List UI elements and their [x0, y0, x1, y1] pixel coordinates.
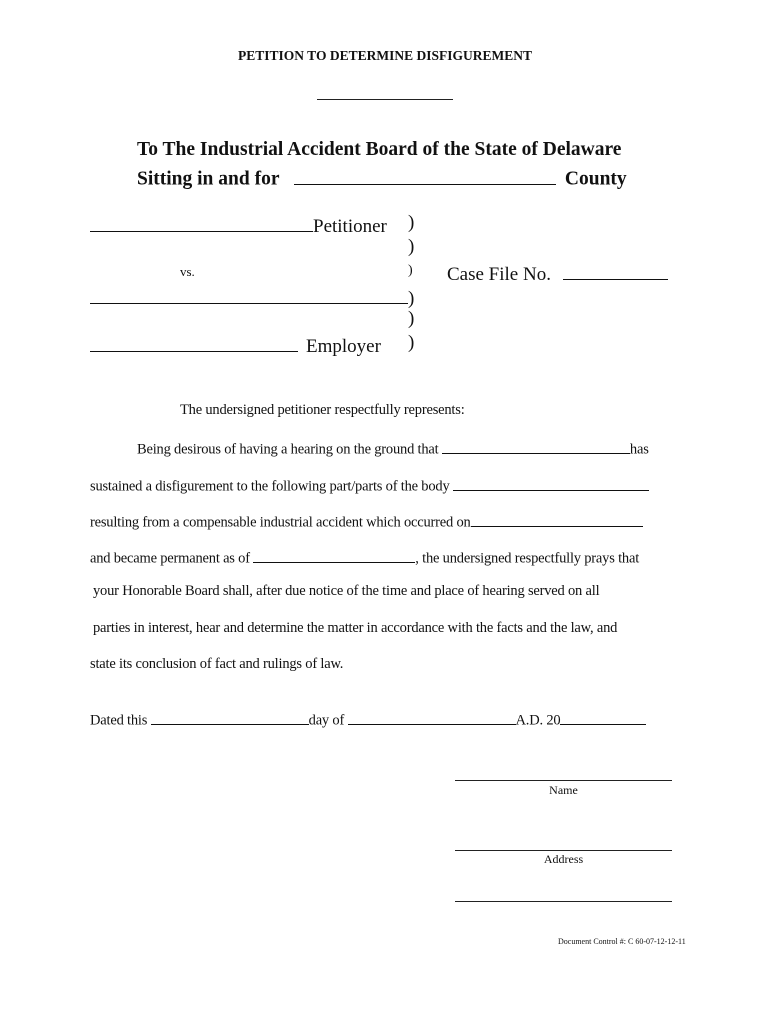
employer-label: Employer [306, 336, 381, 357]
case-file-field[interactable] [563, 260, 668, 280]
text: day of [308, 712, 345, 729]
text: , the undersigned respectfully prays that [415, 550, 640, 567]
text: and became permanent as of [90, 550, 250, 567]
address-line-2[interactable] [455, 901, 672, 902]
body-line-7: state its conclusion of fact and rulings of law. [90, 656, 344, 672]
body-line-2 [90, 475, 649, 496]
person-field[interactable] [442, 438, 630, 454]
title-underline [317, 99, 453, 100]
text: Dated this [90, 712, 148, 729]
body-part-field[interactable] [453, 475, 649, 491]
heading-line2 [137, 164, 627, 191]
body-line-3 [90, 511, 643, 532]
name-signature-line[interactable] [455, 780, 672, 781]
county-label: County [564, 168, 627, 190]
employer-field[interactable] [90, 332, 298, 352]
accident-date-field[interactable] [471, 511, 643, 527]
body-line-4 [90, 547, 639, 568]
body-line-5: your Honorable Board shall, after due notice of the time and place of hearing served on all [93, 583, 600, 599]
sitting-label: Sitting in and for [137, 168, 280, 190]
month-field[interactable] [348, 709, 516, 725]
paren: ) [408, 236, 415, 257]
permanent-date-field[interactable] [253, 547, 415, 563]
case-file-row [447, 260, 668, 286]
case-file-label: Case File No. [447, 264, 551, 285]
county-field[interactable] [294, 164, 556, 185]
vs-label: vs. [180, 264, 195, 279]
paren: ) [408, 332, 415, 353]
text: Being desirous of having a hearing on the ground that [137, 441, 439, 458]
address-label: Address [543, 852, 584, 866]
petitioner-label: Petitioner [313, 216, 387, 237]
body-line-6: parties in interest, hear and determine the matter in accordance with the facts and the law, and [93, 620, 618, 636]
name-label: Name [549, 783, 578, 797]
text: A.D. 20 [515, 712, 561, 729]
paren: ) [408, 288, 415, 309]
document-control: Document Control #: C 60-07-12-12-11 [558, 937, 686, 946]
paren: ) [408, 308, 415, 329]
document-title: PETITION TO DETERMINE DISFIGUREMENT [238, 48, 532, 63]
year-field[interactable] [560, 709, 646, 725]
employer-name-field[interactable] [90, 284, 408, 304]
paren: ) [408, 212, 415, 233]
text: has [629, 441, 649, 458]
body-line-1 [137, 438, 649, 459]
text: sustained a disfigurement to the following part/parts of the body [90, 478, 450, 495]
petitioner-field[interactable] [90, 212, 313, 232]
address-line[interactable] [455, 850, 672, 851]
petitioner-row [90, 212, 387, 238]
paren: ) [408, 263, 413, 278]
text: resulting from a compensable industrial accident which occurred on [90, 514, 471, 531]
day-field[interactable] [151, 709, 309, 725]
employer-name-row [90, 284, 414, 310]
dated-row [90, 709, 646, 730]
employer-row [90, 332, 381, 358]
heading-line1: To The Industrial Accident Board of the State of Delaware [137, 139, 622, 160]
intro-text: The undersigned petitioner respectfully represents: [180, 402, 465, 418]
